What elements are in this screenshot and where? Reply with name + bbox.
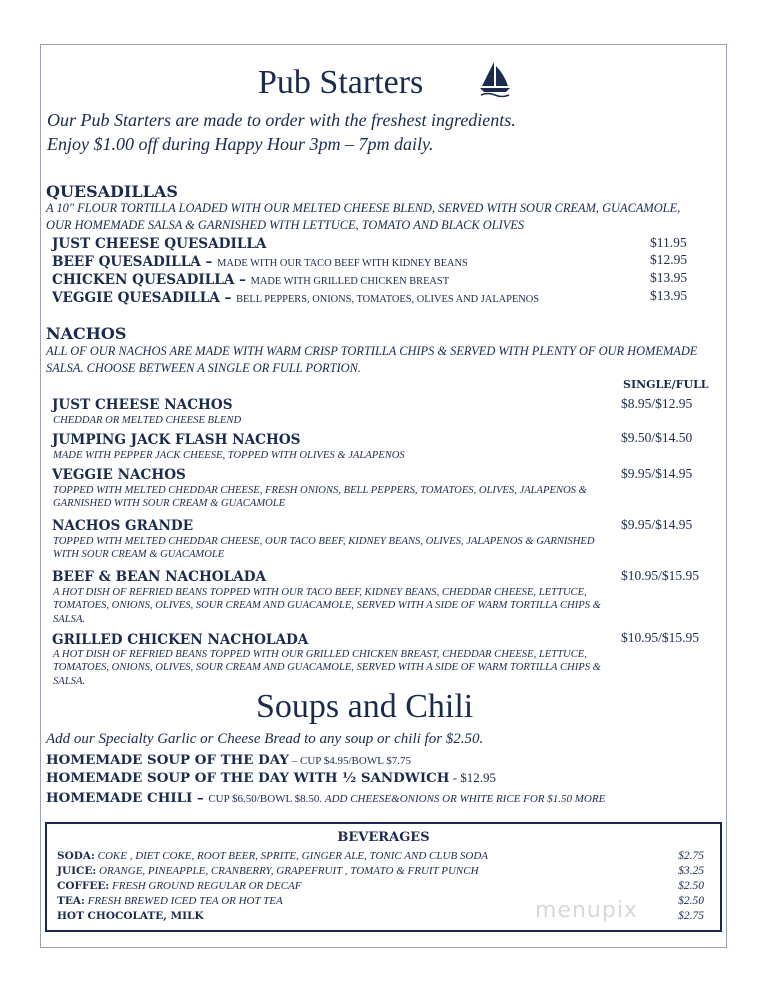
column-header: SINGLE/FULL	[623, 378, 709, 391]
item-name: VEGGIE QUESADILLA –	[52, 290, 237, 306]
menu-item-name: NACHOS GRANDE	[52, 518, 194, 534]
item-detail: CHEDDAR OR MELTED CHEESE BLEND	[53, 415, 242, 426]
beverage-detail: FRESH GROUND REGULAR OR DECAF	[109, 880, 302, 892]
beverage-item	[57, 910, 204, 922]
beverage-price: $2.50	[678, 880, 704, 892]
menu-item-name: GRILLED CHICKEN NACHOLADA	[52, 632, 309, 648]
intro-line-2: Enjoy $1.00 off during Happy Hour 3pm – 7pm daily.	[47, 134, 434, 154]
item-name: CHICKEN QUESADILLA –	[52, 272, 251, 288]
item-price: $9.95/$14.95	[621, 517, 693, 532]
item-price: $10.95/$15.95	[621, 630, 700, 645]
sailboat-icon	[478, 60, 512, 102]
beverage-item	[57, 880, 301, 892]
item-price: $10.95/$15.95	[621, 568, 700, 583]
menu-item	[52, 272, 449, 288]
soup-item	[46, 790, 605, 806]
beverage-name: HOT CHOCOLATE, MILK	[57, 910, 204, 922]
menu-item	[52, 254, 468, 270]
beverage-name: TEA:	[57, 895, 85, 907]
item-price: $9.50/$14.50	[621, 430, 693, 445]
beverage-detail: COKE , DIET COKE, ROOT BEER, SPRITE, GINGER ALE, TONIC AND CLUB SODA	[94, 850, 489, 862]
item-price: $9.95/$14.95	[621, 466, 693, 481]
beverage-item	[57, 850, 488, 862]
nachos-heading: NACHOS	[46, 324, 127, 343]
soup-item	[46, 770, 496, 786]
watermark: menupix	[535, 898, 638, 923]
beverage-name: COFFEE:	[57, 880, 110, 892]
item-price: $11.95	[650, 235, 687, 250]
beverage-name: JUICE:	[57, 865, 97, 877]
menu-item-name: JUST CHEESE NACHOS	[52, 397, 233, 413]
item-price: $13.95	[650, 270, 688, 285]
page-title: Pub Starters	[258, 64, 424, 101]
item-detail: MADE WITH OUR TACO BEEF WITH KIDNEY BEANS	[217, 258, 468, 269]
item-detail: - $12.95	[449, 770, 496, 785]
beverage-name: SODA:	[57, 850, 95, 862]
item-name: JUST CHEESE QUESADILLA	[52, 236, 267, 252]
item-name: HOMEMADE SOUP OF THE DAY WITH ½ SANDWICH	[46, 770, 450, 786]
beverages-heading: BEVERAGES	[337, 830, 430, 845]
item-detail: MADE WITH PEPPER JACK CHEESE, TOPPED WITH OLIVES & JALAPENOS	[53, 450, 405, 461]
item-name: HOMEMADE SOUP OF THE DAY	[46, 752, 289, 768]
item-detail: MADE WITH GRILLED CHICKEN BREAST	[250, 276, 450, 287]
intro-line-1: Our Pub Starters are made to order with the freshest ingredients.	[47, 110, 516, 130]
item-detail: – CUP $4.95/BOWL $7.75	[289, 755, 412, 767]
item-detail: TOPPED WITH MELTED CHEDDAR CHEESE, FRESH ONIONS, BELL PEPPERS, TOMATOES, OLIVES, JALAPENOS & GARNISHED WITH SOUR CREAM & GUACAMOLE	[53, 485, 587, 510]
beverage-price: $2.75	[678, 850, 704, 862]
item-detail: CUP $6.50/BOWL $8.50.	[208, 793, 325, 805]
soups-intro: Add our Specialty Garlic or Cheese Bread to any soup or chili for $2.50.	[46, 731, 484, 747]
beverage-detail: ORANGE, PINEAPPLE, CRANBERRY, GRAPEFRUIT , TOMATO & FRUIT PUNCH	[96, 865, 479, 877]
quesadillas-heading: QUESADILLAS	[46, 182, 178, 201]
item-extra: ADD CHEESE&ONIONS OR WHITE RICE FOR $1.50 MORE	[324, 793, 606, 805]
menu-item	[52, 236, 266, 252]
item-price: $8.95/$12.95	[621, 396, 693, 411]
item-name: BEEF QUESADILLA –	[52, 254, 218, 270]
item-detail: A HOT DISH OF REFRIED BEANS TOPPED WITH OUR TACO BEEF, KIDNEY BEANS, CHEDDAR CHEESE, LETTUCE, TOMATOES, ONIONS, OLIVES, SOUR CREAM AND GUACAMOLE, SERVED WITH A SIDE OF WARM TORTILLA CHIPS & SALSA.	[53, 587, 601, 625]
soup-item	[46, 752, 411, 768]
item-price: $12.95	[650, 252, 688, 267]
menu-item	[52, 290, 539, 306]
beverage-detail: FRESH BREWED ICED TEA OR HOT TEA	[84, 895, 283, 907]
menu-item-name: BEEF & BEAN NACHOLADA	[52, 569, 267, 585]
soups-title: Soups and Chili	[256, 688, 474, 725]
menu-item-name: JUMPING JACK FLASH NACHOS	[52, 432, 301, 448]
menu-item-name: VEGGIE NACHOS	[52, 467, 186, 483]
item-detail: BELL PEPPERS, ONIONS, TOMATOES, OLIVES AND JALAPENOS	[236, 294, 540, 305]
beverage-item	[57, 895, 283, 907]
beverage-price: $3.25	[678, 865, 704, 877]
nachos-description: ALL OF OUR NACHOS ARE MADE WITH WARM CRISP TORTILLA CHIPS & SERVED WITH PLENTY OF OUR HOMEMADE SALSA. CHOOSE BETWEEN A SINGLE OR FULL PORTION.	[46, 344, 698, 375]
beverage-item	[57, 865, 479, 877]
quesadillas-description: A 10" FLOUR TORTILLA LOADED WITH OUR MELTED CHEESE BLEND, SERVED WITH SOUR CREAM, GUACAMOLE, OUR HOMEMADE SALSA & GARNISHED WITH LETTUCE, TOMATO AND BLACK OLIVES	[46, 201, 681, 232]
item-name: HOMEMADE CHILI –	[46, 790, 209, 806]
item-price: $13.95	[650, 288, 688, 303]
item-detail: TOPPED WITH MELTED CHEDDAR CHEESE, OUR TACO BEEF, KIDNEY BEANS, OLIVES, JALAPENOS & GARNISHED WITH SOUR CREAM & GUACAMOLE	[53, 536, 595, 561]
beverage-price: $2.50	[678, 895, 704, 907]
item-detail: A HOT DISH OF REFRIED BEANS TOPPED WITH OUR GRILLED CHICKEN BREAST, CHEDDAR CHEESE, LETTUCE, TOMATOES, ONIONS, OLIVES, SOUR CREAM AND GUACAMOLE, SERVED WITH A SIDE OF WARM TORTILLA CHIPS & SALSA.	[53, 649, 601, 687]
beverage-price: $2.75	[678, 910, 704, 922]
